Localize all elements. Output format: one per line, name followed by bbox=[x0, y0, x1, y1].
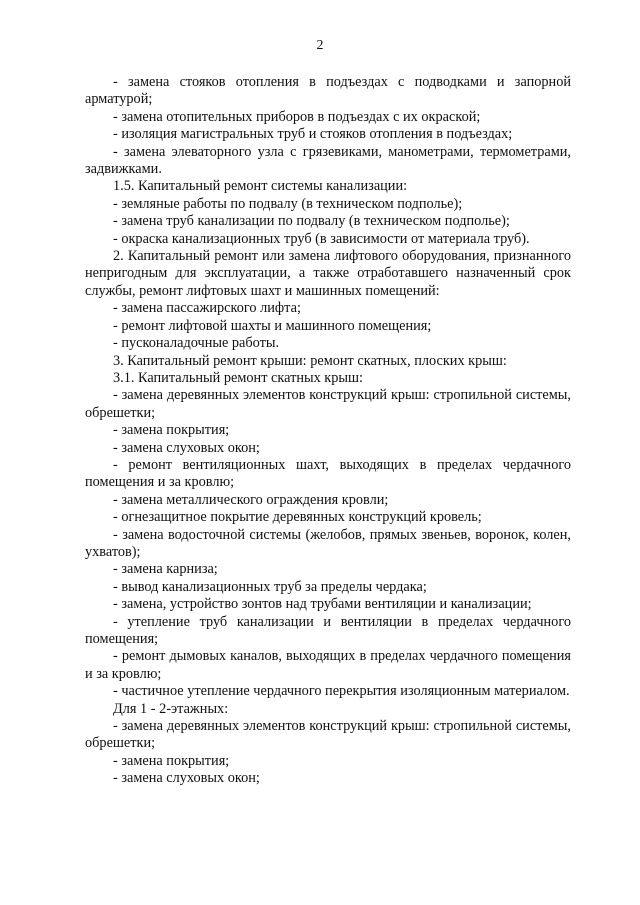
paragraph: 3.1. Капитальный ремонт скатных крыш: bbox=[113, 369, 363, 386]
paragraph: - замена слуховых окон; bbox=[113, 770, 260, 787]
paragraph: - замена деревянных элементов конструкций крыш: стропильной системы, обрешетки; bbox=[85, 718, 571, 752]
paragraph: - ремонт вентиляционных шахт, выходящих в пределах чердачного помещения и за кровлю; bbox=[85, 456, 571, 491]
paragraph: 2. Капитальный ремонт или замена лифтового оборудования, признанного непригодным для эксплуатации, а также отработавшего назначенный срок службы, ремонт лифтовых шахт и машинных помещений: bbox=[85, 248, 571, 299]
paragraph: - замена слуховых окон; bbox=[113, 439, 260, 456]
page-number: 2 bbox=[316, 38, 324, 53]
paragraph: - ремонт дымовых каналов, выходящих в пределах чердачного помещения и за кровлю; bbox=[85, 648, 571, 682]
paragraph: - замена покрытия; bbox=[113, 422, 230, 439]
paragraph: - замена, устройство зонтов над трубами вентиляции и канализации; bbox=[113, 596, 532, 613]
paragraph: - замена труб канализации по подвалу (в техническом подполье); bbox=[113, 213, 510, 230]
paragraph: - огнезащитное покрытие деревянных конструкций кровель; bbox=[113, 509, 482, 526]
paragraph: - замена водосточной системы (желобов, прямых звеньев, воронок, колен, ухватов); bbox=[85, 526, 571, 560]
paragraph: - замена металлического ограждения кровли; bbox=[113, 491, 389, 508]
paragraph: 1.5. Капитальный ремонт системы канализации: bbox=[113, 178, 408, 195]
paragraph: - утепление труб канализации и вентиляции в пределах чердачного помещения; bbox=[85, 613, 571, 647]
paragraph: - замена карниза; bbox=[113, 561, 218, 578]
paragraph: - пусконаладочные работы. bbox=[113, 335, 280, 352]
paragraph: Для 1 - 2-этажных: bbox=[113, 700, 229, 717]
paragraph: - ремонт лифтовой шахты и машинного помещения; bbox=[113, 317, 432, 334]
paragraph: - замена элеваторного узла с грязевиками, манометрами, термометрами, задвижками. bbox=[85, 143, 571, 178]
paragraph: - замена покрытия; bbox=[113, 752, 230, 769]
paragraph: - изоляция магистральных труб и стояков отопления в подъездах; bbox=[113, 126, 513, 143]
paragraph: - частичное утепление чердачного перекрытия изоляционным материалом. bbox=[113, 683, 570, 700]
paragraph: - замена стояков отопления в подъездах с подводками и запорной арматурой; bbox=[85, 74, 571, 108]
paragraph: 3. Капитальный ремонт крыши: ремонт скатных, плоских крыш: bbox=[113, 352, 507, 369]
paragraph: - замена пассажирского лифта; bbox=[113, 300, 301, 317]
paragraph: - окраска канализационных труб (в зависимости от материала труб). bbox=[113, 230, 530, 247]
paragraph: - земляные работы по подвалу (в техническом подполье); bbox=[113, 195, 463, 212]
paragraph: - вывод канализационных труб за пределы чердака; bbox=[113, 578, 427, 595]
document-body bbox=[85, 74, 571, 788]
paragraph: - замена деревянных элементов конструкций крыш: стропильной системы, обрешетки; bbox=[85, 387, 571, 421]
paragraph: - замена отопительных приборов в подъездах с их окраской; bbox=[113, 108, 481, 125]
